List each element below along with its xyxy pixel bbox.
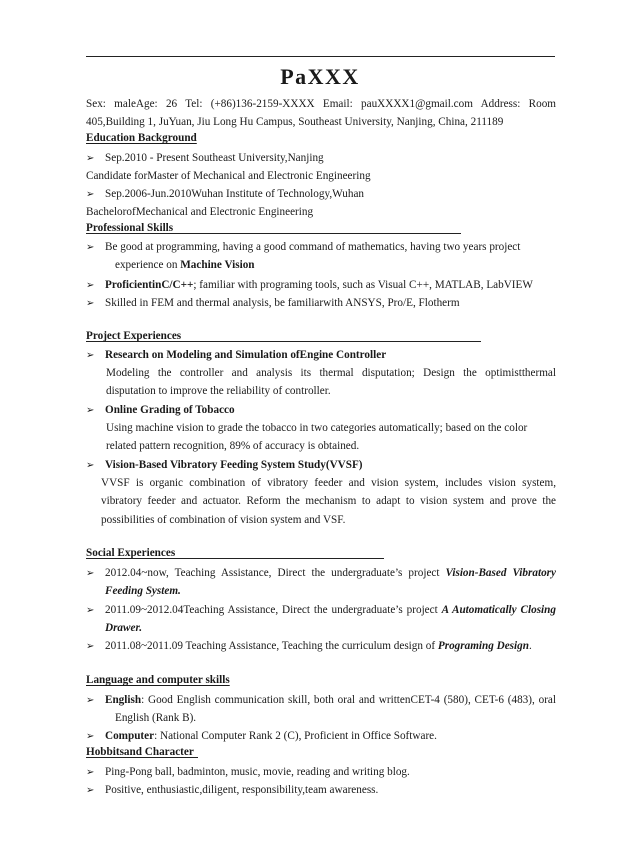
social-item-1-project: Vision-Based Vibratory — [445, 567, 556, 579]
language-label-english: English — [105, 694, 142, 706]
project-1-desc-1: Modeling the controller and analysis its thermal disputation; Design the optimistthermal — [106, 367, 556, 379]
social-item-2-text: 2011.09~2012.04Teaching Assistance, Direct the undergraduate’s project — [105, 604, 442, 616]
arrow-bullet-icon: ➢ — [86, 767, 95, 778]
social-item-3-end: . — [528, 640, 532, 652]
section-title-skills: Professional Skills — [86, 222, 174, 234]
section-underline-skills — [86, 233, 461, 234]
skill-item-2 — [86, 276, 556, 295]
arrow-bullet-icon: ➢ — [86, 695, 95, 706]
arrow-bullet-icon: ➢ — [86, 605, 95, 616]
social-item-2 — [86, 601, 556, 620]
skill-highlight-machine-vision: Machine Vision — [180, 259, 255, 271]
skill-item-2-text: ; familiar with programing tools, such as Visual C++, MATLAB, LabVIEW — [193, 279, 533, 291]
education-item-2-detail: BachelorofMechanical and Electronic Engineering — [86, 206, 314, 218]
arrow-bullet-icon: ➢ — [86, 460, 95, 471]
arrow-bullet-icon: ➢ — [86, 350, 95, 361]
arrow-bullet-icon: ➢ — [86, 189, 95, 200]
section-title-language: Language and computer skills — [86, 674, 230, 686]
social-item-3-project: Programing Design — [437, 640, 529, 652]
social-item-1 — [86, 564, 556, 583]
contact-line-1: Sex: maleAge: 26 Tel: (+86)136-2159-XXXX Email: pauXXXX1@gmail.com Address: Room — [86, 98, 556, 110]
arrow-bullet-icon: ➢ — [86, 785, 95, 796]
project-1-title: Research on Modeling and Simulation ofEngine Controller — [105, 349, 387, 361]
project-3-title-row — [86, 456, 556, 475]
section-underline-social — [86, 558, 384, 559]
project-2-desc-1: Using machine vision to grade the tobacco in two categories automatically; based on the color — [106, 422, 528, 434]
project-3-desc-2: vibratory feeder and actuator. Reform the mechanism to adapt to vision system and prove the — [101, 495, 556, 507]
arrow-bullet-icon: ➢ — [86, 641, 95, 652]
education-item-2-text: Sep.2006-Jun.2010Wuhan Institute of Technology,Wuhan — [105, 188, 365, 200]
section-underline-hobbies — [86, 757, 198, 758]
arrow-bullet-icon: ➢ — [86, 242, 95, 253]
project-3-title: Vision-Based Vibratory Feeding System Study(VVSF) — [105, 459, 363, 471]
social-item-3 — [86, 637, 556, 656]
skill-item-3 — [86, 294, 556, 313]
hobby-item-1-text: Ping-Pong ball, badminton, music, movie, reading and writing blog. — [105, 766, 410, 778]
arrow-bullet-icon: ➢ — [86, 405, 95, 416]
project-2-desc-2: related pattern recognition, 89% of accuracy is obtained. — [106, 440, 360, 452]
social-item-1-project-cont: Feeding System. — [105, 585, 181, 597]
arrow-bullet-icon: ➢ — [86, 568, 95, 579]
arrow-bullet-icon: ➢ — [86, 298, 95, 309]
social-item-3-text: 2011.08~2011.09 Teaching Assistance, Teaching the curriculum design of — [105, 640, 438, 652]
skill-item-1-text-2: experience on — [115, 259, 181, 271]
language-item-english — [86, 691, 556, 710]
section-underline-projects — [86, 341, 481, 342]
skill-highlight-cpp: ProficientinC/C++ — [105, 279, 194, 291]
education-item-2 — [86, 185, 556, 204]
candidate-name: PaXXX — [280, 64, 360, 89]
language-computer-text: : National Computer Rank 2 (C), Proficient in Office Software. — [154, 730, 437, 742]
project-1-title-row — [86, 346, 556, 365]
project-1-desc-2: disputation to improve the reliability of controller. — [106, 385, 331, 397]
arrow-bullet-icon: ➢ — [86, 153, 95, 164]
skill-item-1 — [86, 238, 556, 257]
education-item-1 — [86, 149, 556, 168]
hobby-item-1 — [86, 763, 556, 782]
skill-item-1-text: Be good at programming, having a good command of mathematics, having two years project — [105, 241, 521, 253]
social-item-2-project-cont: Drawer. — [105, 622, 142, 634]
language-english-cont: English (Rank B). — [115, 712, 197, 724]
language-label-computer: Computer — [105, 730, 155, 742]
section-title-hobbies: Hobbitsand Character — [86, 746, 194, 758]
project-3-desc-1: VVSF is organic combination of vibratory feeder and vision system, includes vision system, — [101, 477, 556, 489]
top-rule — [86, 56, 555, 57]
section-title-projects: Project Experiences — [86, 330, 182, 342]
section-title-education: Education Background — [86, 132, 197, 144]
project-2-title: Online Grading of Tobacco — [105, 404, 235, 416]
social-item-1-text: 2012.04~now, Teaching Assistance, Direct the undergraduate’s project — [105, 567, 446, 579]
language-english-text: : Good English communication skill, both oral and writtenCET-4 (580), CET-6 (483), oral — [141, 694, 556, 706]
skill-item-3-text: Skilled in FEM and thermal analysis, be familiarwith ANSYS, Pro/E, Flotherm — [105, 297, 460, 309]
hobby-item-2-text: Positive, enthusiastic,diligent, responsibility,team awareness. — [105, 784, 379, 796]
hobby-item-2 — [86, 781, 556, 800]
social-item-2-project: A Automatically Closing — [441, 604, 556, 616]
education-item-1-text: Sep.2010 - Present Southeast University,Nanjing — [105, 152, 324, 164]
education-item-1-detail: Candidate forMaster of Mechanical and Electronic Engineering — [86, 170, 371, 182]
contact-line-2: 405,Building 1, JuYuan, Jiu Long Hu Campus, Southeast University, Nanjing, China, 211189 — [86, 116, 504, 128]
project-3-desc-3: possibilities of combination of vision system and VSF. — [101, 514, 346, 526]
project-2-title-row — [86, 401, 556, 420]
arrow-bullet-icon: ➢ — [86, 731, 95, 742]
arrow-bullet-icon: ➢ — [86, 280, 95, 291]
skill-item-1-continued — [115, 256, 556, 274]
section-title-social: Social Experiences — [86, 547, 176, 559]
